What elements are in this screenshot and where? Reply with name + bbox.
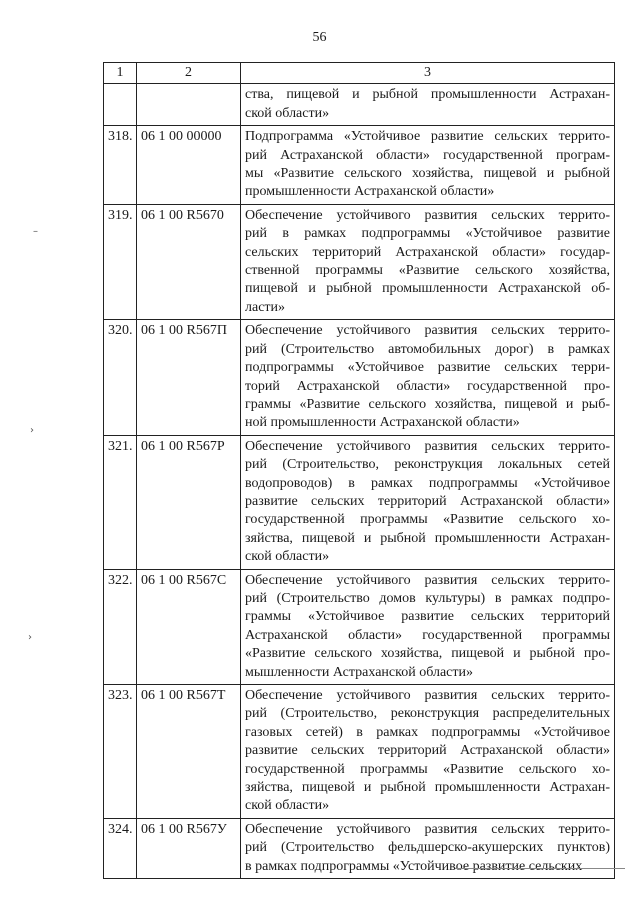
bottom-rule	[455, 868, 625, 869]
description-line: граммы «Развитие сельского хозяйства, пищевой и рыб-	[245, 396, 610, 412]
row-number-cell: 322.	[104, 569, 137, 684]
description-line: рий (Строительство домов культуры) в рамках подпро-	[245, 590, 610, 606]
description-line: Обеспечение устойчивого развития сельских террито-	[245, 572, 610, 588]
description-cell	[241, 84, 615, 126]
code-cell: 06 1 00 R567Т	[137, 685, 241, 819]
description-line: газовых сетей) в рамках подпрограммы «Устойчивое	[245, 724, 610, 740]
table-row	[104, 435, 615, 569]
table-row	[104, 204, 615, 319]
description-line: пищевой и рыбной промышленности Астраханской об-	[245, 281, 610, 297]
description-line: Обеспечение устойчивого развития сельских террито-	[245, 688, 610, 703]
column-header: 1	[104, 63, 137, 84]
column-header: 3	[241, 63, 615, 84]
table-row	[104, 685, 615, 819]
row-number-cell: 324.	[104, 818, 137, 878]
description-line: ной промышленности Астраханской области»	[245, 415, 520, 431]
description-cell	[241, 818, 615, 878]
table-row	[104, 320, 615, 435]
row-number-cell: 323.	[104, 685, 137, 819]
row-number-cell: 318.	[104, 126, 137, 205]
description-cell	[241, 126, 615, 205]
description-line: водопроводов) в рамках подпрограммы «Устойчивое	[245, 475, 610, 491]
column-header: 2	[137, 63, 241, 84]
row-number-cell	[104, 84, 137, 126]
description-line: ства, пищевой и рыбной промышленности Астрахан-	[245, 87, 610, 103]
scan-mark: –	[33, 226, 38, 237]
description-line: торий Астраханской области» государственной про-	[245, 378, 610, 394]
code-cell	[137, 84, 241, 126]
description-line: рий (Строительство автомобильных дорог) в рамках	[245, 341, 610, 357]
description-line: зяйства, пищевой и рыбной промышленности Астрахан-	[245, 780, 610, 796]
description-line: сельских территорий Астраханской области» государ-	[245, 244, 610, 260]
description-cell	[241, 685, 615, 819]
description-line: ской области»	[245, 549, 330, 565]
description-line: рий (Строительство фельдшерско-акушерских пунктов)	[245, 840, 610, 856]
description-line: рий (Строительство, реконструкция локальных сетей	[245, 457, 610, 473]
description-line: мышленности Астраханской области»	[245, 664, 473, 680]
description-line: Обеспечение устойчивого развития сельских террито-	[245, 323, 610, 339]
description-line: рий (Строительство, реконструкция распределительных	[245, 706, 610, 722]
description-line: ласти»	[245, 299, 286, 315]
scan-mark: ›	[28, 632, 32, 643]
description-line: рий Астраханской области» государственной програм-	[245, 147, 610, 163]
table-row	[104, 569, 615, 684]
description-line: Обеспечение устойчивого развития сельских террито-	[245, 438, 610, 454]
code-cell: 06 1 00 R567С	[137, 569, 241, 684]
table-row	[104, 818, 615, 878]
description-line: ственной программы «Развитие сельского хозяйства,	[245, 263, 610, 279]
code-cell: 06 1 00 00000	[137, 126, 241, 205]
description-cell	[241, 569, 615, 684]
description-line: мы «Развитие сельского хозяйства, пищевой и рыбной	[245, 166, 610, 182]
description-line: ской области»	[245, 105, 330, 121]
table-row	[104, 126, 615, 205]
description-line: Обеспечение устойчивого развития сельских террито-	[245, 821, 610, 837]
description-line: зяйства, пищевой и рыбной промышленности Астрахан-	[245, 530, 610, 546]
continuation-row	[104, 84, 615, 126]
description-line: развитие сельских территорий Астраханской области»	[245, 493, 610, 509]
description-line: Подпрограмма «Устойчивое развитие сельских террито-	[245, 129, 610, 145]
scan-mark: ›	[30, 425, 34, 436]
row-number-cell: 321.	[104, 435, 137, 569]
code-cell: 06 1 00 R567У	[137, 818, 241, 878]
description-line: государственной программы «Развитие сельского хо-	[245, 761, 610, 777]
description-line: в рамках подпрограммы «Устойчивое развитие сельских	[245, 858, 583, 874]
description-line: рий в рамках подпрограммы «Устойчивое развитие	[245, 226, 610, 242]
description-line: Астраханской области» государственной программы	[245, 627, 610, 643]
row-number-cell: 319.	[104, 204, 137, 319]
description-line: промышленности Астраханской области»	[245, 184, 495, 200]
code-cell: 06 1 00 R567П	[137, 320, 241, 435]
description-line: ской области»	[245, 798, 330, 814]
table-header-row	[104, 63, 615, 84]
budget-code-table	[103, 62, 615, 879]
description-cell	[241, 435, 615, 569]
description-cell	[241, 320, 615, 435]
row-number-cell: 320.	[104, 320, 137, 435]
description-line: «Развитие сельского хозяйства, пищевой и рыбной про-	[245, 646, 610, 662]
description-line: Обеспечение устойчивого развития сельских террито-	[245, 207, 610, 223]
page-number: 56	[312, 30, 327, 45]
description-line: развитие сельских территорий Астраханской области»	[245, 743, 610, 759]
code-cell: 06 1 00 R5670	[137, 204, 241, 319]
description-line: подпрограммы «Устойчивое развитие сельских терри-	[245, 360, 610, 376]
description-cell	[241, 204, 615, 319]
code-cell: 06 1 00 R567Р	[137, 435, 241, 569]
description-line: государственной программы «Развитие сельского хо-	[245, 512, 610, 528]
description-line: граммы «Устойчивое развитие сельских территорий	[245, 609, 610, 625]
